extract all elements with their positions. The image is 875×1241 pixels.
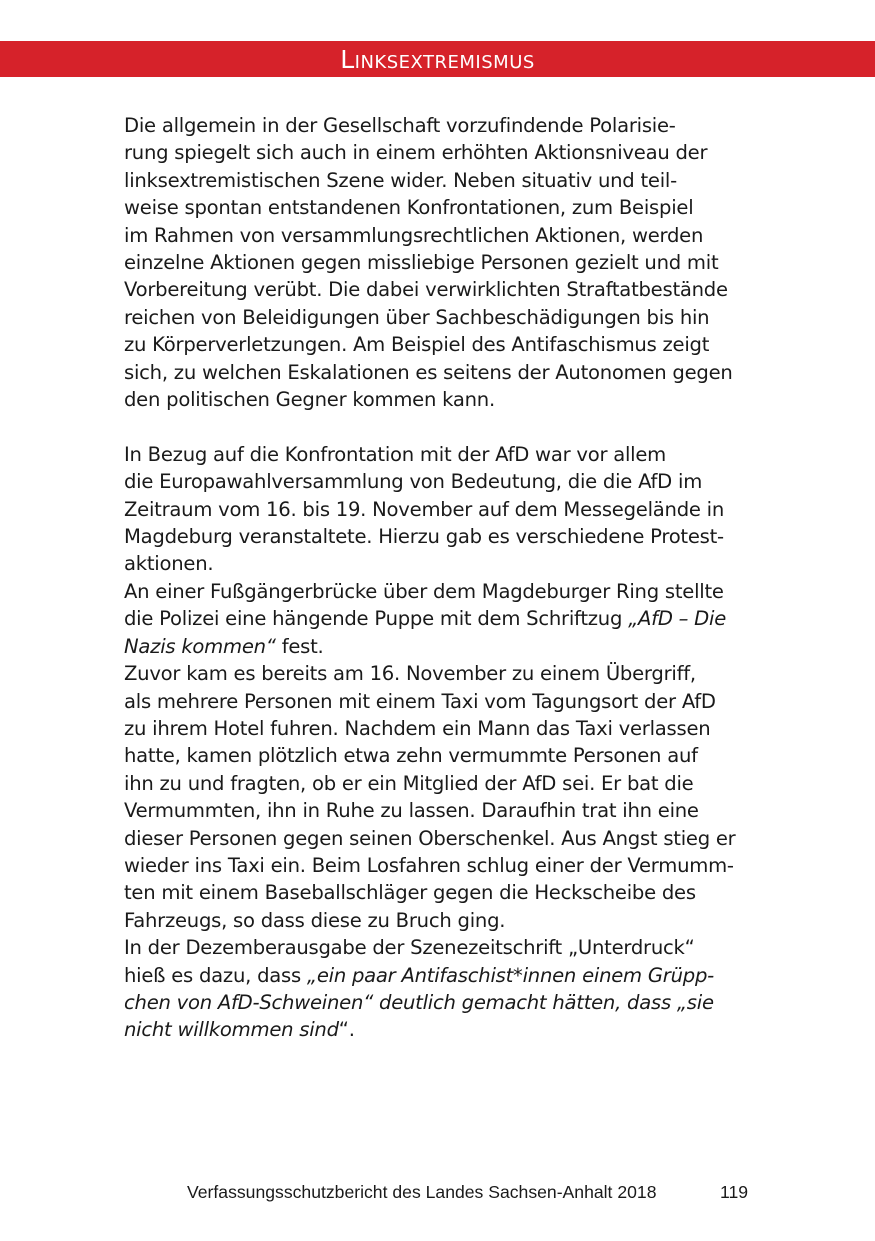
text-line: Magdeburg veranstaltete. Hierzu gab es verschiedene Protest-: [124, 525, 724, 549]
text-line: die Europawahlversammlung von Bedeutung, die die AfD im: [124, 470, 703, 494]
paragraph-2: [124, 441, 749, 660]
body-text: [124, 112, 749, 1044]
text-line: aktionen.: [124, 552, 214, 576]
text-line: Vorbereitung verübt. Die dabei verwirklichten Straftatbestände: [124, 278, 728, 302]
text-line: [124, 633, 749, 660]
text-line: zu ihrem Hotel fuhren. Nachdem ein Mann das Taxi verlassen: [124, 716, 711, 740]
text-line: Zeitraum vom 16. bis 19. November auf dem Messegelände in: [124, 497, 725, 521]
quote-italic: Nazis kommen“: [124, 634, 276, 658]
text-line: In der Dezemberausgabe der Szenezeitschrift „Unterdruck“: [124, 936, 695, 960]
section-title: Linksextremismus: [340, 45, 535, 74]
quote-italic: nicht willkommen sind: [124, 1018, 339, 1042]
quote-italic: chen von AfD-Schweinen“ deutlich gemacht hätten, dass „sie: [124, 990, 714, 1014]
paragraph-4: [124, 962, 749, 1044]
text-line: Die allgemein in der Gesellschaft vorzufindende Polarisie-: [124, 114, 676, 137]
text-line: reichen von Beleidigungen über Sachbeschädigungen bis hin: [124, 305, 710, 329]
text-line: wieder ins Taxi ein. Beim Losfahren schlug einer der Vermumm-: [124, 853, 734, 877]
text-line: rung spiegelt sich auch in einem erhöhten Aktionsniveau der: [124, 141, 708, 165]
quote-italic: „ein paar Antifaschist*innen einem Grüpp-: [306, 963, 714, 987]
text-line: einzelne Aktionen gegen missliebige Personen gezielt und mit: [124, 251, 719, 275]
text-line: weise spontan entstandenen Konfrontationen, zum Beispiel: [124, 196, 694, 220]
text-segment: hieß es dazu, dass: [124, 963, 307, 987]
text-segment: “.: [338, 1018, 355, 1042]
text-line: zu Körperverletzungen. Am Beispiel des Antifaschismus zeigt: [124, 333, 710, 357]
text-line: Zuvor kam es bereits am 16. November zu einem Übergriff,: [124, 662, 696, 686]
text-line: An einer Fußgängerbrücke über dem Magdeburger Ring stellte: [124, 579, 724, 603]
text-line: als mehrere Personen mit einem Taxi vom Tagungsort der AfD: [124, 689, 716, 713]
text-line: dieser Personen gegen seinen Oberschenkel. Aus Angst stieg er: [124, 826, 736, 850]
text-line: den politischen Gegner kommen kann.: [124, 388, 495, 412]
text-line: [124, 605, 749, 632]
paragraph-gap: [124, 413, 749, 440]
text-segment: fest.: [275, 634, 324, 658]
text-line: Fahrzeugs, so dass diese zu Bruch ging.: [124, 908, 506, 932]
text-line: linksextremistischen Szene wider. Neben situativ und teil-: [124, 168, 677, 192]
text-line: im Rahmen von versammlungsrechtlichen Aktionen, werden: [124, 223, 704, 247]
page-number: 119: [720, 1182, 749, 1202]
quote-italic: „AfD – Die: [628, 607, 727, 631]
text-line: [124, 1016, 749, 1043]
text-line: Vermummten, ihn in Ruhe zu lassen. Daraufhin trat ihn eine: [124, 799, 699, 823]
footer-publication: Verfassungsschutzbericht des Landes Sachsen-Anhalt 2018: [187, 1182, 657, 1202]
text-segment: die Polizei eine hängende Puppe mit dem Schriftzug: [124, 607, 629, 631]
text-line: hatte, kamen plötzlich etwa zehn vermummte Personen auf: [124, 744, 698, 768]
text-line: [124, 962, 749, 989]
text-line: ihn zu und fragten, ob er ein Mitglied der AfD sei. Er bat die: [124, 771, 694, 795]
text-line: ten mit einem Baseballschläger gegen die Heckscheibe des: [124, 881, 696, 905]
text-line: sich, zu welchen Eskalationen es seitens der Autonomen gegen: [124, 360, 733, 384]
text-line: In Bezug auf die Konfrontation mit der AfD war vor allem: [124, 442, 667, 466]
paragraph-1: [124, 112, 749, 413]
paragraph-3: [124, 660, 749, 961]
